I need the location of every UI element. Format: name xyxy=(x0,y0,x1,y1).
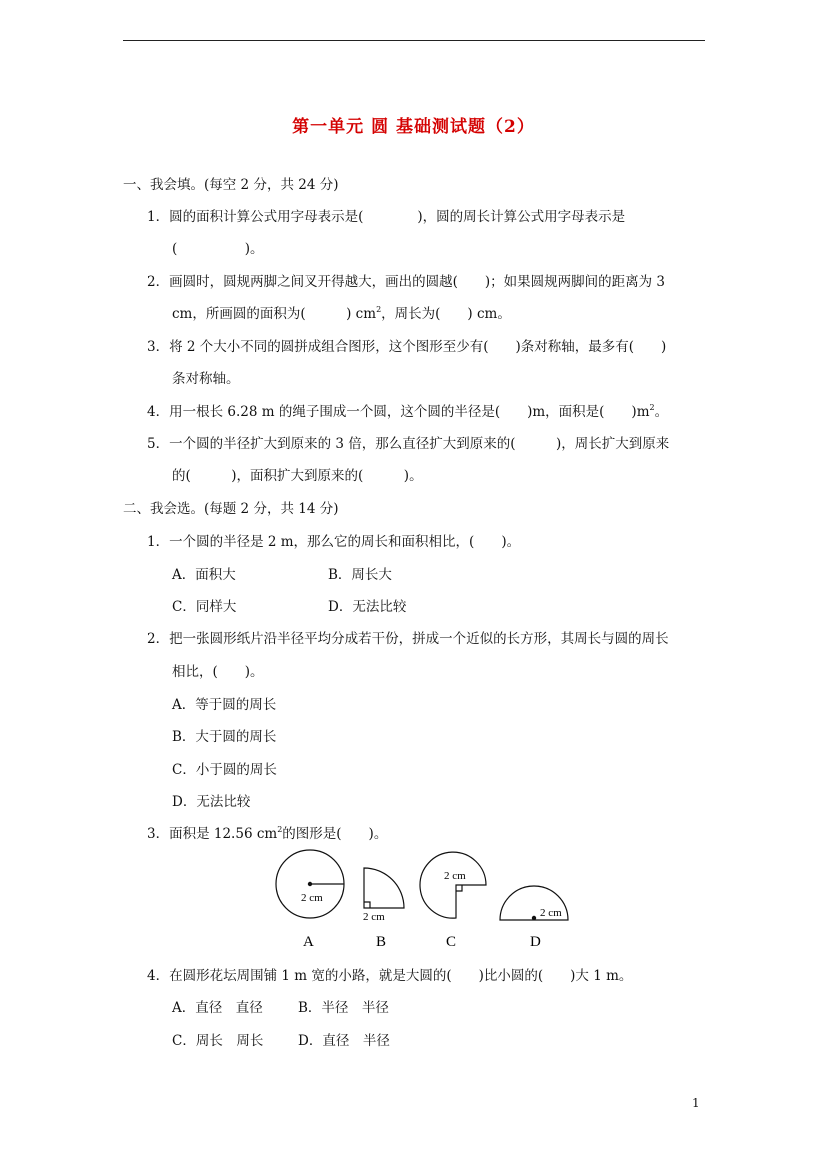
s1-q4 xyxy=(147,400,668,420)
figure-a-measure: 2 cm xyxy=(301,892,323,904)
s2-q3-sup: 2 xyxy=(277,825,283,834)
figure-label-b: B xyxy=(376,934,387,950)
section2-heading: 二、我会选。(每题 2 分，共 14 分) xyxy=(123,501,339,517)
section1-heading: 一、我会填。(每空 2 分，共 24 分) xyxy=(123,177,339,193)
s2-q1-option-d: D．无法比较 xyxy=(328,599,407,615)
figure-label-d: D xyxy=(530,934,541,950)
s1-q2-line2-a: cm，所画圆的面积为( ) cm xyxy=(172,306,377,322)
s2-q3 xyxy=(147,822,387,842)
figure-c-right-angle xyxy=(456,885,462,891)
header-rule xyxy=(123,40,705,41)
s2-q2-line2: 相比，( )。 xyxy=(172,664,264,680)
s2-q4-option-d: D．直径 半径 xyxy=(298,1033,390,1049)
s1-q2-sup: 2 xyxy=(376,305,382,314)
s2-q2-option-a: A．等于圆的周长 xyxy=(172,697,277,713)
figure-b-measure: 2 cm xyxy=(363,911,385,923)
s2-q4: 4．在圆形花坛周围铺 1 m 宽的小路，就是大圆的( )比小圆的( )大 1 m。 xyxy=(147,968,633,984)
s1-q4-b: 。 xyxy=(654,404,669,420)
s1-q4-sup: 2 xyxy=(649,403,655,412)
figure-d-center xyxy=(532,916,536,920)
s1-q2-line2 xyxy=(172,302,511,322)
figure-d-measure: 2 cm xyxy=(540,907,562,919)
s2-q2-option-c: C．小于圆的周长 xyxy=(172,762,277,778)
page-number: 1 xyxy=(692,1096,700,1110)
figure-c-three-quarter-circle xyxy=(420,852,486,918)
s1-q1-line1: 1．圆的面积计算公式用字母表示是( )，圆的周长计算公式用字母表示是 xyxy=(147,209,626,225)
s2-q1-option-b: B．周长大 xyxy=(328,567,392,583)
s2-q2-line1: 2．把一张圆形纸片沿半径平均分成若干份，拼成一个近似的长方形，其周长与圆的周长 xyxy=(147,631,669,647)
s1-q2-line1: 2．画圆时，圆规两脚之间叉开得越大，画出的圆越( )；如果圆规两脚间的距离为 3 xyxy=(147,274,666,290)
s2-q4-option-a: A．直径 直径 xyxy=(172,1000,263,1016)
s2-q2-option-b: B．大于圆的周长 xyxy=(172,729,277,745)
s1-q3-line2: 条对称轴。 xyxy=(172,371,240,387)
s2-q1: 1．一个圆的半径是 2 m，那么它的周长和面积相比，( )。 xyxy=(147,534,521,550)
s2-q1-option-c: C．同样大 xyxy=(172,599,237,615)
s1-q3-line1: 3．将 2 个大小不同的圆拼成组合图形，这个图形至少有( )条对称轴，最多有( ) xyxy=(147,339,667,355)
figure-c-measure: 2 cm xyxy=(444,870,466,882)
figure-b-right-angle xyxy=(364,902,370,908)
s2-q4-option-c: C．周长 周长 xyxy=(172,1033,264,1049)
s1-q4-a: 4．用一根长 6.28 m 的绳子围成一个圆，这个圆的半径是( )m，面积是( )m xyxy=(147,404,650,420)
shapes-figure xyxy=(260,848,590,953)
s2-q2-option-d: D．无法比较 xyxy=(172,794,251,810)
s1-q1-line2: ( )。 xyxy=(172,241,264,257)
figure-a-center xyxy=(308,882,312,886)
s2-q4-option-b: B．半径 半径 xyxy=(298,1000,389,1016)
figure-label-c: C xyxy=(446,934,457,950)
s1-q2-line2-b: ，周长为( ) cm。 xyxy=(381,306,511,322)
s2-q1-option-a: A．面积大 xyxy=(172,567,236,583)
s2-q3-b: 的图形是( )。 xyxy=(282,826,388,842)
s1-q5-line1: 5．一个圆的半径扩大到原来的 3 倍，那么直径扩大到原来的( )，周长扩大到原来 xyxy=(147,436,670,452)
figure-label-a: A xyxy=(303,934,314,950)
page-title: 第一单元 圆 基础测试题（2） xyxy=(292,117,535,137)
s1-q5-line2: 的( )，面积扩大到原来的( )。 xyxy=(172,468,423,484)
s2-q3-a: 3．面积是 12.56 cm xyxy=(147,826,278,842)
